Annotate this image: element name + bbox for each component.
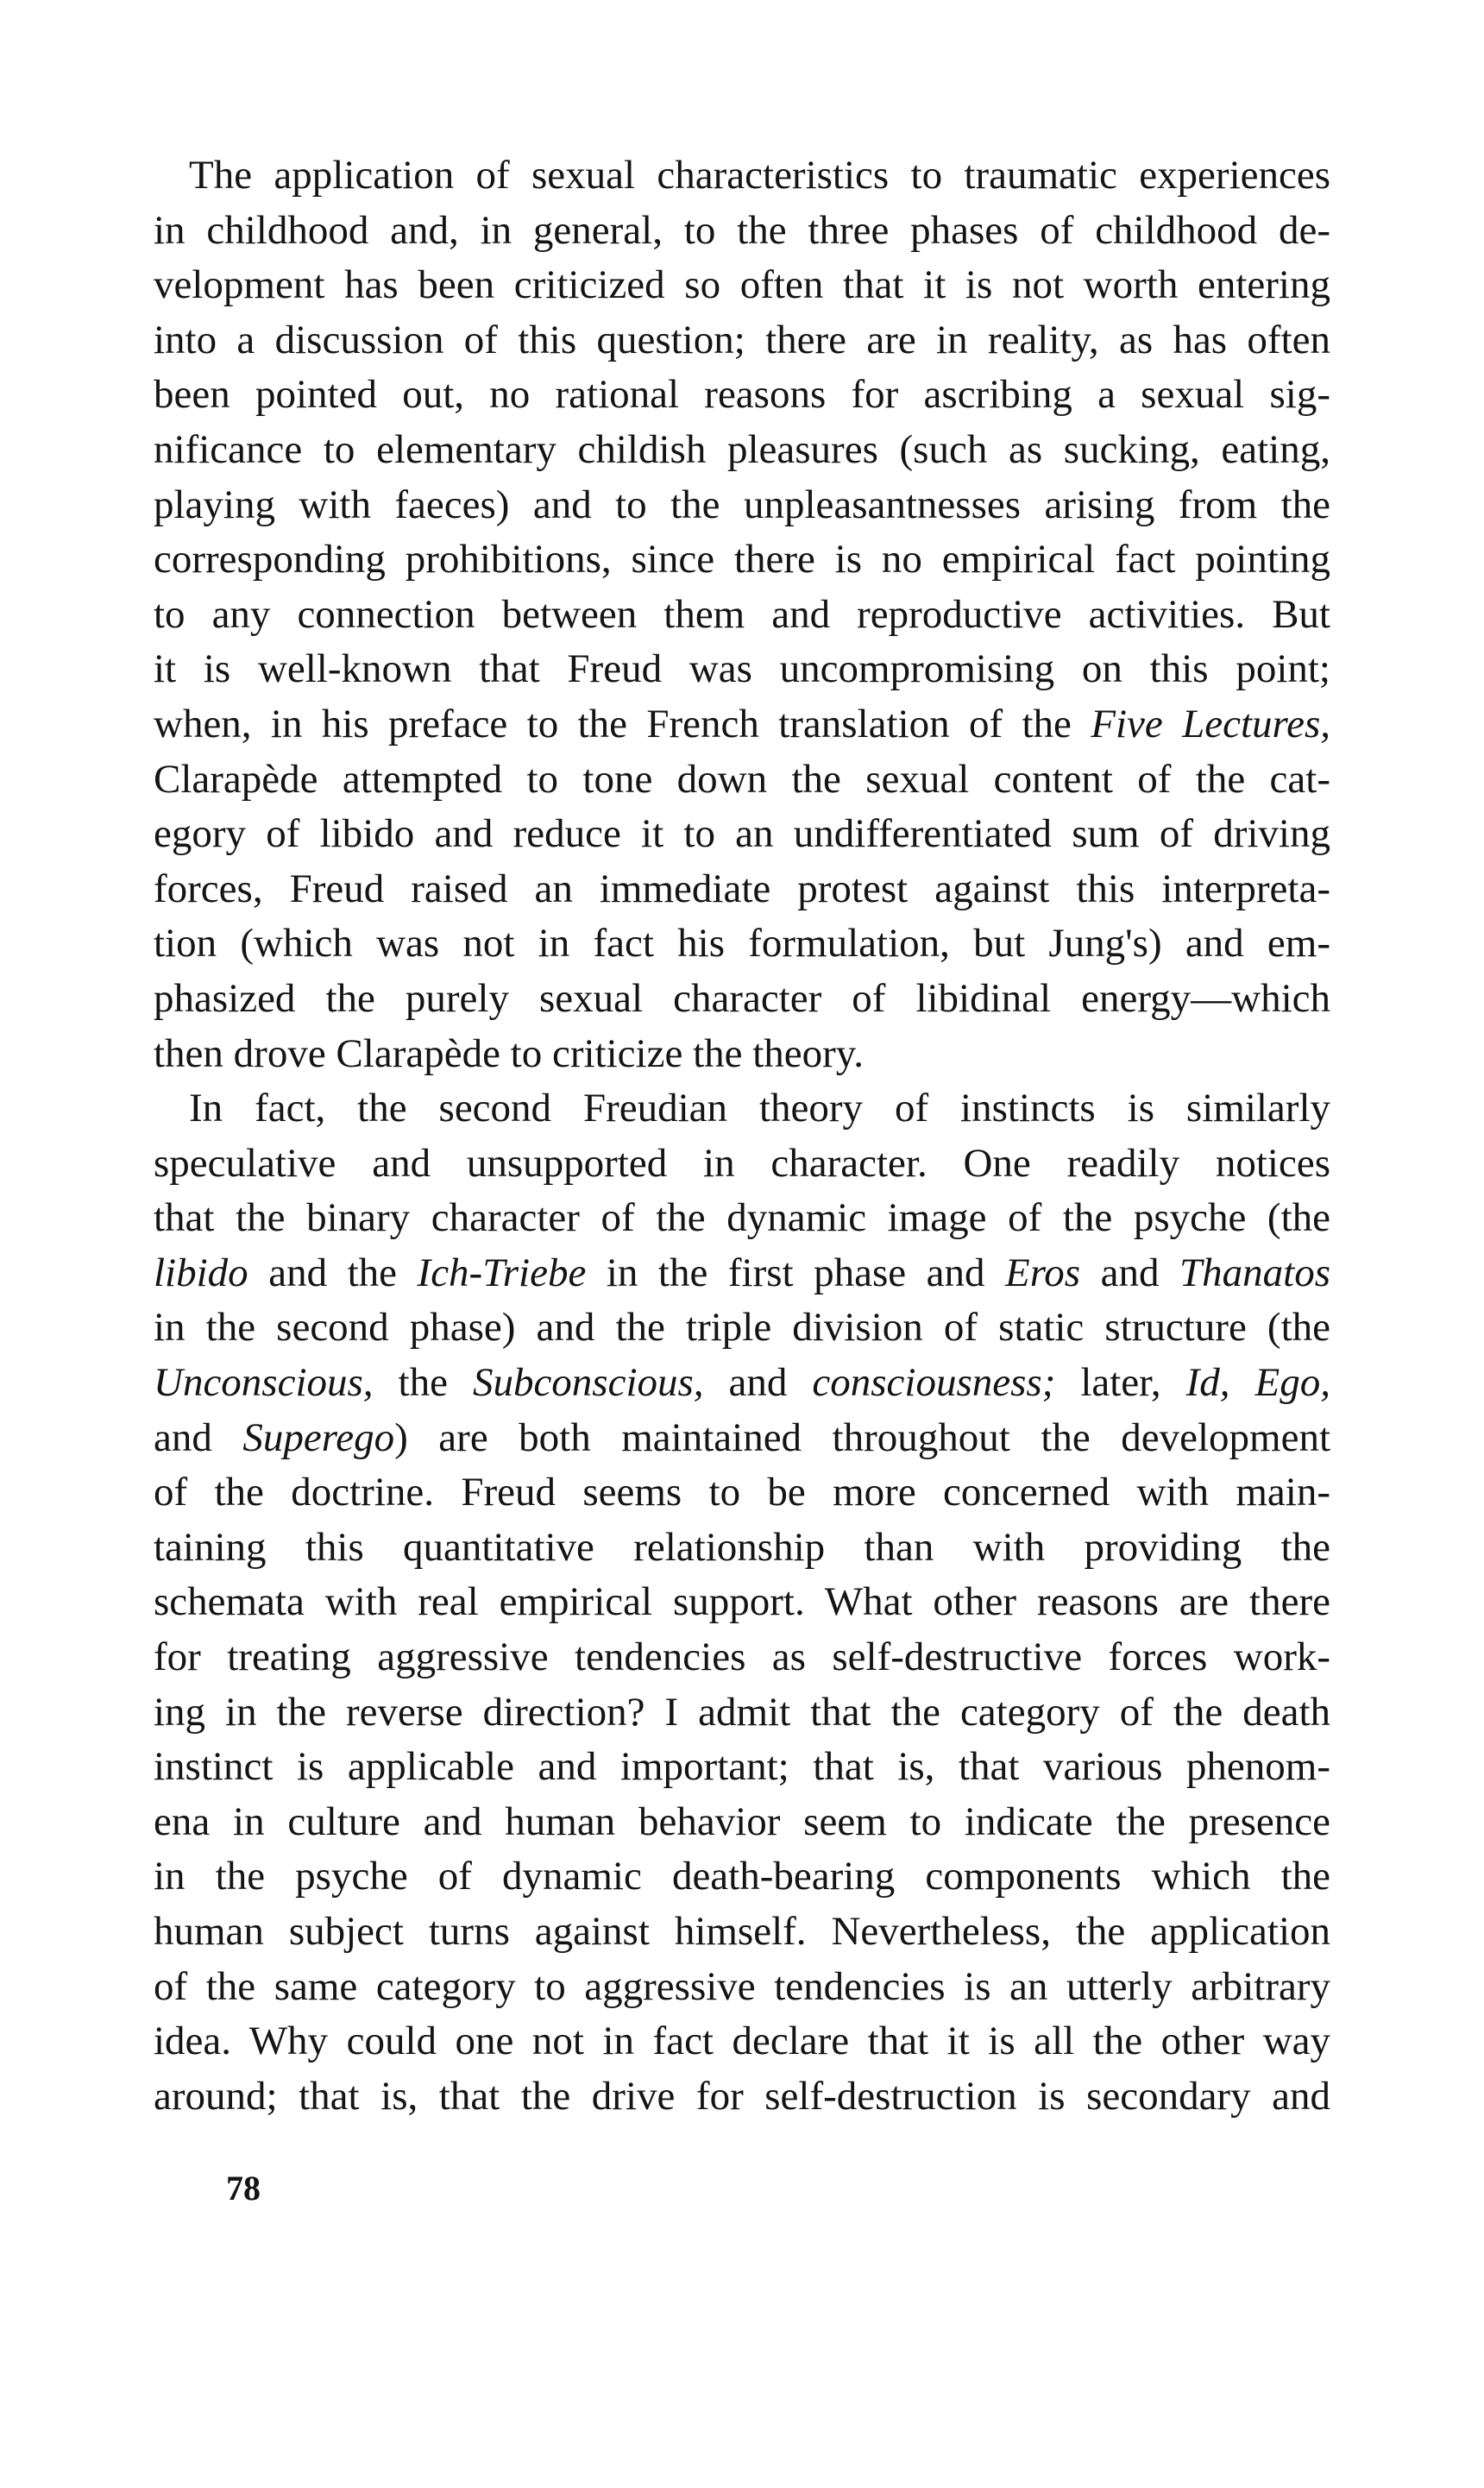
text-line: around; that is, that the drive for self-destruction is secondary and <box>154 2073 1330 2119</box>
text-line: In fact, the second Freudian theory of instincts is similarly <box>189 1086 1330 1131</box>
text-line: for treating aggressive tendencies as self-destructive forces work- <box>154 1635 1330 1680</box>
text-run: ) are both maintained throughout the development <box>394 1414 1330 1460</box>
text-line: instinct is applicable and important; that is, that various phenom- <box>154 1744 1330 1790</box>
text-line: speculative and unsupported in character. One readily notices <box>154 1140 1330 1186</box>
text-line: been pointed out, no rational reasons for ascribing a sexual sig- <box>154 372 1330 418</box>
text-line: forces, Freud raised an immediate protest against this interpreta- <box>154 866 1330 911</box>
text-line: then drove Clarapède to criticize the theory. <box>154 1030 865 1076</box>
text-line: ena in culture and human behavior seem to indicate the presence <box>154 1798 1330 1844</box>
text-line: in the psyche of dynamic death-bearing components which the <box>154 1854 1330 1899</box>
text-line: schemata with real empirical support. What other reasons are there <box>154 1579 1330 1625</box>
text-line: ing in the reverse direction? I admit that the category of the death <box>154 1689 1330 1735</box>
italic-term: libido <box>154 1250 248 1295</box>
italic-term: Id, Ego, <box>1185 1360 1330 1406</box>
text-line: in the second phase) and the triple division of static structure (the <box>154 1305 1330 1351</box>
text-line: nificance to elementary childish pleasures (such as sucking, eating, <box>154 426 1330 472</box>
italic-term: consciousness; <box>812 1360 1056 1406</box>
text-line: that the binary character of the dynamic image of the psyche (the <box>154 1195 1330 1241</box>
text-run: in the first phase and <box>586 1250 1006 1295</box>
text-line <box>154 1356 1330 1411</box>
text-line: velopment has been criticized so often that it is not worth entering <box>154 262 1330 308</box>
text-line: The application of sexual characteristics to traumatic experiences <box>189 153 1330 198</box>
text-line <box>154 697 1330 753</box>
text-line: human subject turns against himself. Nevertheless, the application <box>154 1909 1330 1954</box>
italic-term: Ich-Triebe <box>417 1250 587 1295</box>
italic-title-five-lectures: Five Lectures, <box>1091 701 1330 746</box>
text-run: and <box>703 1360 813 1406</box>
text-run: the <box>373 1360 473 1406</box>
text-run: and <box>1080 1250 1180 1295</box>
text-line: playing with faeces) and to the unpleasantnesses arising from the <box>154 482 1330 527</box>
text-line: it is well-known that Freud was uncompromising on this point; <box>154 646 1330 692</box>
text-run: and <box>154 1414 243 1460</box>
text-run: and the <box>248 1250 418 1295</box>
text-line: of the same category to aggressive tendencies is an utterly arbitrary <box>154 1963 1330 2009</box>
text-line: tion (which was not in fact his formulation, but Jung's) and em- <box>154 921 1330 967</box>
text-run: later, <box>1055 1360 1186 1406</box>
paragraph-2 <box>154 1081 1330 2124</box>
text-line: into a discussion of this question; there are in reality, as has often <box>154 317 1330 362</box>
text-line: of the doctrine. Freud seems to be more concerned with main- <box>154 1470 1330 1515</box>
text-line <box>154 1246 1330 1301</box>
text-line: in childhood and, in general, to the three phases of childhood de- <box>154 207 1330 253</box>
paragraph-1 <box>154 148 1330 1081</box>
italic-term: Eros <box>1005 1250 1081 1295</box>
text-line: idea. Why could one not in fact declare that it is all the other way <box>154 2019 1330 2064</box>
text-run: when, in his preface to the French translation of the <box>154 701 1091 746</box>
italic-term: Thanatos <box>1179 1250 1331 1295</box>
page-number: 78 <box>226 2169 261 2208</box>
text-line: egory of libido and reduce it to an undifferentiated sum of driving <box>154 811 1330 857</box>
italic-term: Unconscious, <box>154 1360 374 1406</box>
body-text <box>154 148 1330 2124</box>
text-line: phasized the purely sexual character of libidinal energy—which <box>154 975 1330 1021</box>
text-line: corresponding prohibitions, since there is no empirical fact pointing <box>154 537 1330 583</box>
text-line <box>154 1411 1330 1466</box>
text-line: taining this quantitative relationship than with providing the <box>154 1524 1330 1570</box>
italic-term: Superego <box>242 1414 395 1460</box>
text-line: to any connection between them and reproductive activities. But <box>154 591 1330 637</box>
text-line: Clarapède attempted to tone down the sexual content of the cat- <box>154 756 1330 802</box>
italic-term: Subconscious, <box>472 1360 704 1406</box>
